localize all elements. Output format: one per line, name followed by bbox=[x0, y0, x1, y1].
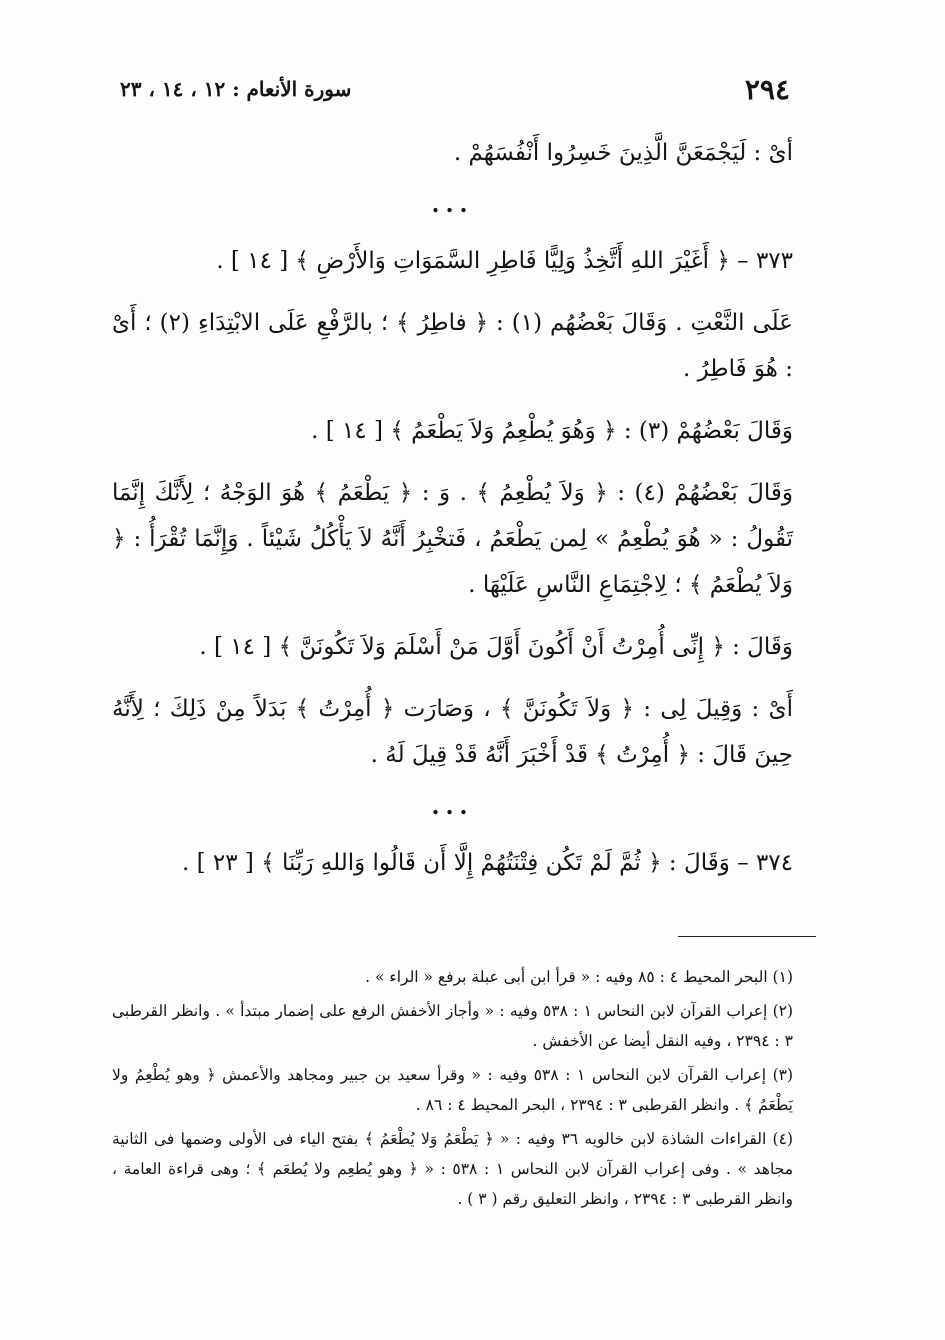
footnote: (٣) إعراب القرآن لابن النحاس ١ : ٥٣٨ وفيه : « وقرأ سعيد بن جبير ومجاهد والأعمش ﴿ وهو يُطْعِمُ ولا يَطْعَمُ ﴾ . وانظر القرطبى ٣ : ٢٣٩٤ ، البحر المحيط ٤ : ٨٦ . bbox=[112, 1066, 794, 1114]
paragraph: أَىْ : وَقِيلَ لِى : ﴿ وَلاَ تَكُونَنَّ ﴾ ، وَصَارَت ﴿ أُمِرْتُ ﴾ بَدَلاً مِنْ ذَلِكَ ؛ لِأَنَّهُ حِينَ قَالَ : ﴿ أُمِرْتُ ﴾ قَدْ أَخْبَرَ أَنَّهُ قَدْ قِيلَ لَهُ . bbox=[112, 696, 793, 768]
page-header bbox=[120, 72, 790, 106]
section-separator: ... bbox=[431, 793, 474, 820]
paragraph: وَقَالَ بَعْضُهُمْ (٤) : ﴿ وَلاَ يُطْعِمُ ﴾ . وَ : ﴿ يَطْعَمُ ﴾ هُوَ الوَجْهُ ؛ لِأَنَّكَ إِنَّمَا تَقُولُ : « هُوَ يُطْعِمُ » لِمن يَطْعَمُ ، فَتخْبِرُ أَنَّهُ لاَ يَأْكُلُ شَيْئاً . وَإِنَّمَا تُقْرَأُ : ﴿ وَلاَ يُطْعَمُ ﴾ ؛ لِاجْتِمَاعِ النَّاسِ عَلَيْهَا . bbox=[112, 480, 793, 598]
footnote: (٤) القراءات الشاذة لابن خالويه ٣٦ وفيه : « ﴿ يَطْعَمُ وَلا يُطْعَمُ ﴾ بفتح الياء فى الأولى وضمها فى الثانية مجاهد » . وفى إعراب القرآن لابن النحاس ١ : ٥٣٨ : « ﴿ وهو يُطعِم ولا يُطعَم ﴾ ؛ وهى قراءة العامة ، وانظر القرطبى ٣ : ٢٣٩٤ ، وانظر التعليق رقم ( ٣ ) . bbox=[112, 1130, 793, 1208]
entry-374-heading: ٣٧٤ – وَقَالَ : ﴿ ثُمَّ لَمْ تَكُن فِتْنَتُهُمْ إِلَّا أَن قَالُوا وَاللهِ رَبِّنَا ﴾ [ ٢٣ ] . bbox=[182, 850, 793, 876]
paragraph: عَلَى النَّعْتِ . وَقَالَ بَعْضُهُم (١) : ﴿ فاطِرُ ﴾ ؛ بالرَّفْعِ عَلَى الابْتِدَاءِ (٢) ؛ أَىْ : هُوَ فَاطِرُ . bbox=[112, 310, 793, 382]
page-number: ٢٩٤ bbox=[744, 72, 790, 106]
main-text bbox=[112, 130, 793, 886]
running-title: سورة الأنعام : ١٢ ، ١٤ ، ٢٣ bbox=[120, 77, 352, 101]
section-separator: ... bbox=[431, 191, 474, 218]
footnote-divider bbox=[678, 936, 816, 937]
entry-373-heading: ٣٧٣ – ﴿ أَغَيْرَ اللهِ أَتَّخِذُ وَلِيًّا فَاطِرِ السَّمَوَاتِ وَالأَرْضِ ﴾ [ ١٤ ] . bbox=[216, 248, 793, 274]
footnote: (٢) إعراب القرآن لابن النحاس ١ : ٥٣٨ وفيه : « وأجاز الأخفش الرفع على إضمار مبتدأ » . وانظر القرطبى ٣ : ٢٣٩٤ ، وفيه النقل أيضا عن الأخفش . bbox=[112, 1002, 794, 1050]
paragraph: أىْ : لَيَجْمَعَنَّ الَّذِينَ خَسِرُوا أَنْفُسَهُمْ . bbox=[453, 140, 793, 166]
footnotes bbox=[112, 962, 793, 1218]
paragraph: وَقَالَ : ﴿ إِنِّى أُمِرْتُ أَنْ أَكُونَ أَوَّلَ مَنْ أَسْلَمَ وَلاَ تَكُونَنَّ ﴾ [ ١٤ ] . bbox=[199, 634, 793, 660]
footnote: (١) البحر المحيط ٤ : ٨٥ وفيه : « قرأ ابن أبى عبلة برفع « الراء » . bbox=[365, 968, 793, 986]
paragraph: وَقَالَ بَعْضُهُمْ (٣) : ﴿ وَهُوَ يُطْعِمُ وَلاَ يَطْعَمُ ﴾ [ ١٤ ] . bbox=[311, 418, 793, 444]
